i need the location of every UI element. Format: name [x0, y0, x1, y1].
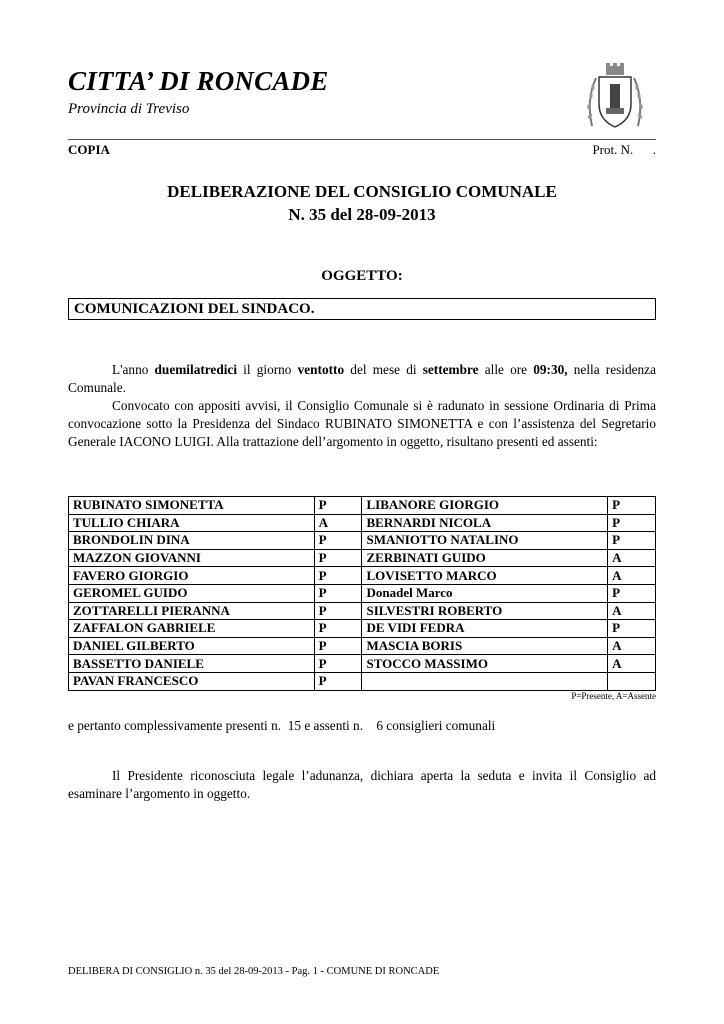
attendance-status: P — [314, 549, 362, 567]
attendance-status: P — [608, 497, 656, 515]
table-row — [69, 497, 656, 515]
councillor-name: SMANIOTTO NATALINO — [362, 532, 608, 550]
table-row — [69, 620, 656, 638]
table-row — [69, 584, 656, 602]
councillor-name: MAZZON GIOVANNI — [69, 549, 315, 567]
attendance-status: P — [608, 514, 656, 532]
intro-text: L'anno — [112, 362, 155, 377]
attendance-status: P — [314, 672, 362, 690]
table-row — [69, 602, 656, 620]
attendance-status: P — [314, 497, 362, 515]
intro-day: ventotto — [297, 362, 345, 377]
councillor-name: DANIEL GILBERTO — [69, 637, 315, 655]
attendance-status: P — [314, 655, 362, 673]
councillor-name: FAVERO GIORGIO — [69, 567, 315, 585]
table-row — [69, 567, 656, 585]
intro-paragraph-date — [68, 361, 656, 397]
attendance-status: A — [608, 549, 656, 567]
subject-text: COMUNICAZIONI DEL SINDACO. — [74, 301, 315, 317]
councillor-name: SILVESTRI ROBERTO — [362, 602, 608, 620]
attendance-status: A — [608, 637, 656, 655]
councillor-name: GEROMEL GUIDO — [69, 584, 315, 602]
attendance-legend: P=Presente, A=Assente — [571, 691, 656, 701]
councillor-name: TULLIO CHIARA — [69, 514, 315, 532]
intro-text: il giorno — [237, 362, 298, 377]
intro-text: alle ore — [478, 362, 534, 377]
coat-of-arms-icon — [584, 60, 646, 132]
table-row — [69, 549, 656, 567]
councillor-name: PAVAN FRANCESCO — [69, 672, 315, 690]
intro-paragraph-convocation: Convocato con appositi avvisi, il Consiglio Comunale si è radunato in sessione Ordinaria di Prima convocazione sotto la Presidenza del Sindaco RUBINATO SIMONETTA e con l’assistenza del Segretario Generale IACONO LUIGI. Alla trattazione dell’argomento in oggetto, risultano presenti ed assenti: — [68, 398, 656, 449]
councillor-name: Donadel Marco — [362, 584, 608, 602]
attendance-status: P — [314, 584, 362, 602]
attendance-status: P — [314, 567, 362, 585]
attendance-status: P — [608, 584, 656, 602]
attendance-status: P — [314, 602, 362, 620]
councillor-name: DE VIDI FEDRA — [362, 620, 608, 638]
attendance-status: A — [314, 514, 362, 532]
page-footer: DELIBERA DI CONSIGLIO n. 35 del 28-09-2013 - Pag. 1 - COMUNE DI RONCADE — [68, 966, 440, 977]
attendance-status: A — [608, 602, 656, 620]
councillor-name: ZOTTARELLI PIERANNA — [69, 602, 315, 620]
attendance-status: P — [314, 620, 362, 638]
attendance-table-body — [69, 497, 656, 691]
table-row — [69, 672, 656, 690]
attendance-status: P — [608, 532, 656, 550]
councillor-name: BERNARDI NICOLA — [362, 514, 608, 532]
councillor-name: LIBANORE GIORGIO — [362, 497, 608, 515]
intro-text: del mese di — [344, 362, 423, 377]
attendance-status: P — [314, 637, 362, 655]
attendance-status: A — [608, 567, 656, 585]
councillor-name: ZAFFALON GABRIELE — [69, 620, 315, 638]
header-divider — [68, 139, 656, 140]
deliberation-number: N. 35 del 28-09-2013 — [288, 205, 436, 224]
closing-paragraph: Il Presidente riconosciuta legale l’adunanza, dichiara aperta la seduta e invita il Consiglio ad esaminare l’argomento in oggetto. — [68, 768, 656, 801]
councillor-name: BASSETTO DANIELE — [69, 655, 315, 673]
intro-year: duemilatredici — [154, 362, 238, 377]
councillor-name — [362, 672, 608, 690]
attendance-status: P — [608, 620, 656, 638]
table-row — [69, 514, 656, 532]
municipality-title: CITTA’ DI RONCADE — [68, 66, 329, 96]
attendance-summary: e pertanto complessivamente presenti n. 15 e assenti n. 6 consiglieri comunali — [68, 718, 496, 733]
table-row — [69, 655, 656, 673]
table-row — [69, 637, 656, 655]
province-subtitle: Provincia di Treviso — [68, 101, 190, 117]
councillor-name: STOCCO MASSIMO — [362, 655, 608, 673]
subject-label: OGGETTO: — [321, 268, 403, 284]
intro-month: settembre — [422, 362, 479, 377]
councillor-name: LOVISETTO MARCO — [362, 567, 608, 585]
councillor-name: RUBINATO SIMONETTA — [69, 497, 315, 515]
attendance-status: P — [314, 532, 362, 550]
deliberation-heading — [68, 180, 656, 226]
intro-time: 09:30, — [533, 362, 568, 377]
councillor-name: ZERBINATI GUIDO — [362, 549, 608, 567]
attendance-status — [608, 672, 656, 690]
deliberation-title: DELIBERAZIONE DEL CONSIGLIO COMUNALE — [167, 182, 557, 201]
councillor-name: MASCIA BORIS — [362, 637, 608, 655]
protocol-number: Prot. N. . — [592, 142, 656, 157]
copy-label: COPIA — [68, 142, 110, 157]
intro-text: nella residenza Comunale. — [68, 362, 656, 395]
attendance-status: A — [608, 655, 656, 673]
attendance-table — [68, 496, 656, 691]
table-row — [69, 532, 656, 550]
councillor-name: BRONDOLIN DINA — [69, 532, 315, 550]
